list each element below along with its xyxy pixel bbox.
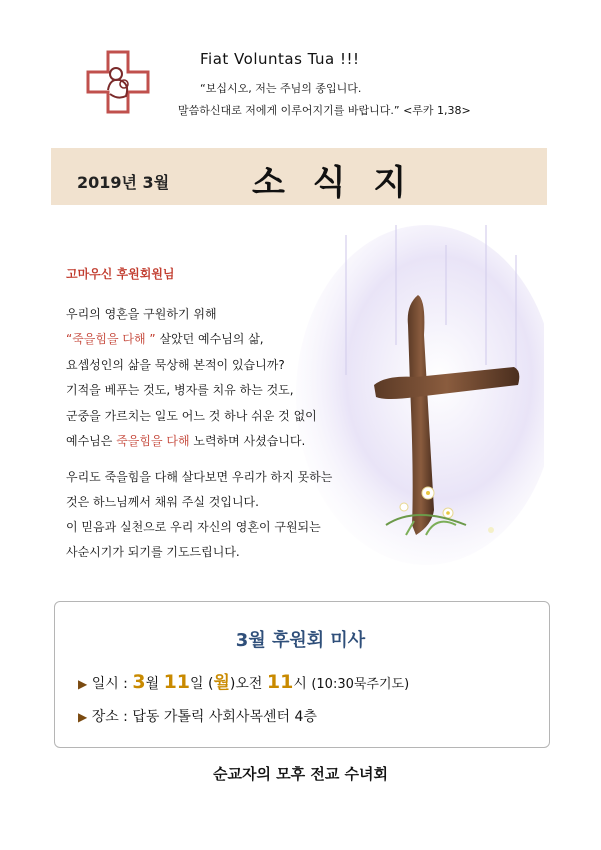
weekday: 월 [213, 673, 230, 693]
quote-line-1: “보십시오, 저는 주님의 종입니다. [200, 82, 362, 95]
issue-date: 2019년 3월 [77, 173, 170, 192]
letter-line: 것은 하느님께서 채워 주실 것입니다. [66, 495, 259, 509]
letter-line: 기적을 베푸는 것도, 병자를 치유 하는 것도, [66, 383, 294, 397]
mass-place-row [78, 706, 317, 726]
organization-name: 순교자의 모후 전교 수녀회 [212, 765, 389, 783]
triangle-right-icon: ▶ [78, 710, 88, 724]
letter-line: “죽을힘을 다해 ” 살았던 예수님의 삶, [66, 332, 264, 346]
greeting: 고마우신 후원회원님 [66, 267, 175, 281]
letter-line: 이 믿음과 실천으로 우리 자신의 영혼이 구원되는 [66, 520, 321, 534]
letter-line: 사순시기가 되기를 기도드립니다. [66, 545, 240, 559]
date-label: 일시 : [91, 676, 128, 692]
quote-line-2: 말씀하신대로 저에게 이루어지기를 바랍니다.” <루카 1,38> [178, 104, 471, 117]
cross-madonna-logo-icon [86, 50, 150, 114]
page-title: 소 식 지 [252, 163, 415, 203]
letter-line: 우리의 영혼을 구원하기 위해 [66, 307, 217, 321]
letter-line: 우리도 죽을힘을 다해 살다보면 우리가 하지 못하는 [66, 470, 333, 484]
letter-line: 예수님은 죽을힘을 다해 노력하며 사셨습니다. [66, 434, 306, 448]
triangle-right-icon: ▶ [78, 677, 88, 691]
letter-line: 요셉성인의 삶을 묵상해 본적이 있습니까? [66, 358, 285, 372]
mass-title: 3월 후원회 미사 [235, 630, 366, 651]
place-label: 장소 : [91, 709, 128, 725]
month-number: 3 [132, 671, 146, 693]
mass-datetime-row: ▶ 일시 : 3월 11일 (월)오전 11시 (10:30묵주기도) [78, 671, 410, 693]
motto: Fiat Voluntas Tua !!! [200, 50, 360, 68]
rosary-note: (10:30묵주기도) [311, 677, 410, 692]
day-number: 11 [163, 671, 191, 693]
hour-number: 11 [266, 671, 294, 693]
wooden-cross-flowers-icon [286, 225, 544, 570]
letter-line: 군중을 가르치는 일도 어느 것 하나 쉬운 것 없이 [66, 409, 317, 423]
place-value: 답동 가톨릭 사회사목센터 4층 [132, 709, 317, 725]
